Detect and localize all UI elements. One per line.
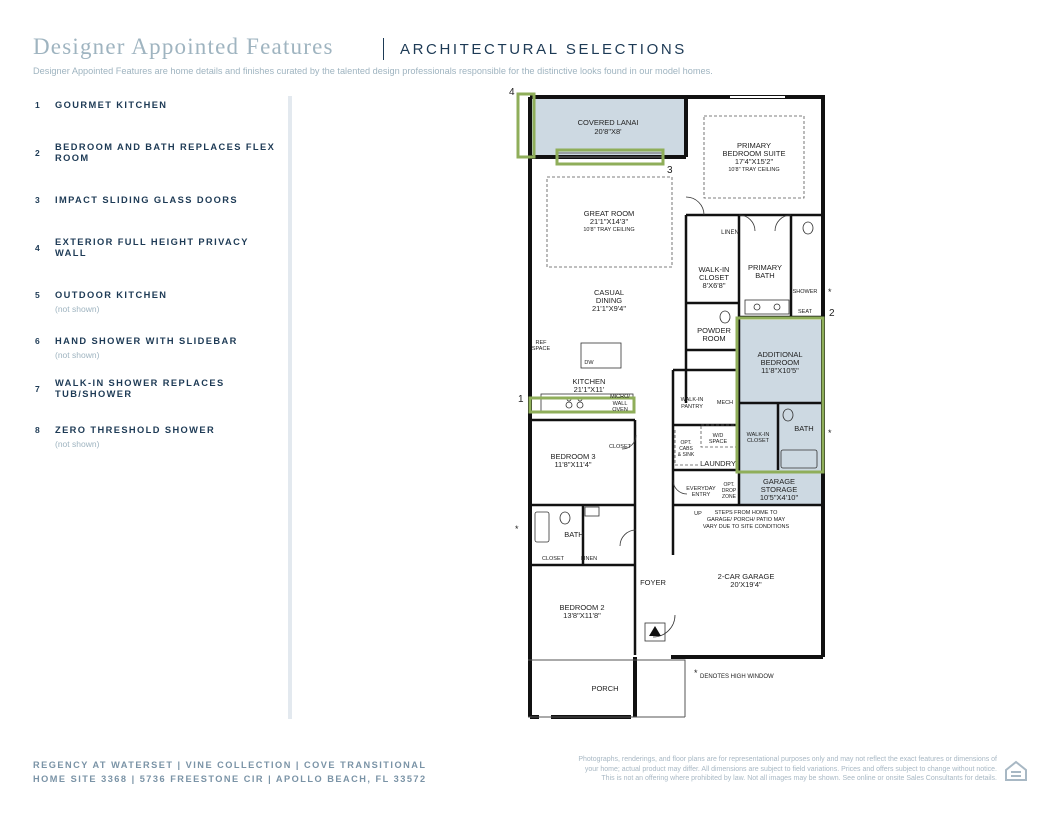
powder-label-1: POWDER — [697, 326, 731, 335]
walkin-dim: 8'X6'8" — [702, 281, 726, 290]
pbath-label-2: BATH — [755, 271, 775, 280]
feature-note: (not shown) — [55, 304, 100, 314]
feature-number: 6 — [35, 336, 40, 346]
disclaimer-line-1: Photographs, renderings, and floor plans are for representational purposes only and may not reflect the exact features or dimensions of — [578, 756, 997, 763]
shower-label: SHOWER — [792, 289, 818, 295]
micro-label: MICRO/ — [610, 394, 630, 400]
addl-bath-label: BATH — [794, 424, 814, 433]
feature-item-3 — [35, 195, 280, 206]
linen2-label: LINEN — [580, 556, 598, 562]
porch-label: PORCH — [591, 684, 619, 693]
feature-note: (not shown) — [55, 439, 100, 449]
drop-label-2: DROP — [721, 488, 737, 494]
everyday-label-2: ENTRY — [691, 492, 711, 498]
opt-cabs-3: & SINK — [677, 452, 695, 458]
everyday-label-1: EVERYDAY — [686, 486, 716, 492]
wd-label-2: SPACE — [708, 439, 728, 445]
feature-number: 2 — [35, 148, 40, 158]
casual-label-1: CASUAL — [593, 288, 625, 297]
high-window-marker: * — [694, 668, 698, 678]
high-window-marker: * — [828, 287, 832, 297]
bath2-label: BATH — [564, 530, 584, 539]
footer-community: REGENCY AT WATERSET | VINE COLLECTION | COVE TRANSITIONAL — [33, 760, 427, 770]
feature-item-5 — [35, 290, 280, 314]
callout-3: 3 — [667, 165, 673, 176]
garage-dim: 20'X19'4" — [730, 580, 762, 589]
column-divider — [288, 96, 292, 719]
feature-title: BEDROOM AND BATH REPLACES FLEX ROOM — [55, 142, 276, 163]
bedroom3-dim: 11'8"X11'4" — [554, 460, 592, 469]
feature-title: WALK-IN SHOWER REPLACES TUB/SHOWER — [55, 378, 225, 399]
feature-number: 8 — [35, 425, 40, 435]
callout-4: 4 — [509, 87, 515, 98]
feature-title: HAND SHOWER WITH SLIDEBAR — [55, 336, 238, 346]
feature-item-4 — [35, 237, 280, 259]
seat-label: SEAT — [798, 309, 812, 315]
pantry-label-2: PANTRY — [681, 404, 703, 410]
primary-dim: 17'4"X15'2" — [734, 157, 774, 166]
drop-label-1: OPT. — [723, 482, 735, 488]
addl-label-1: ADDITIONAL — [757, 350, 803, 359]
primary-label-2: BEDROOM SUITE — [722, 149, 786, 158]
feature-number: 5 — [35, 290, 40, 300]
oven-label: OVEN — [612, 407, 628, 413]
wd-label-1: W/D — [712, 433, 724, 439]
drop-label-3: ZONE — [722, 494, 736, 500]
feature-title: EXTERIOR FULL HEIGHT PRIVACY WALL — [55, 237, 249, 258]
bedroom2-label: BEDROOM 2 — [559, 603, 605, 612]
feature-number: 7 — [35, 384, 40, 394]
kitchen-dim: 21'1"X11' — [573, 385, 605, 394]
powder-label-2: ROOM — [702, 334, 726, 343]
walkin-label-2: CLOSET — [698, 273, 730, 282]
garage-storage-label-1: GARAGE — [762, 477, 796, 486]
feature-title: IMPACT SLIDING GLASS DOORS — [55, 195, 238, 205]
great-room-label: GREAT ROOM — [583, 209, 635, 218]
pantry-label-1: WALK-IN — [680, 397, 704, 403]
high-window-marker: * — [828, 428, 832, 438]
great-room-ceiling: 10'8" TRAY CEILING — [583, 227, 635, 233]
bedroom2-dim: 13'8"X11'8" — [563, 611, 601, 620]
pbath-label-1: PRIMARY — [747, 263, 783, 272]
primary-ceiling: 10'8" TRAY CEILING — [728, 167, 780, 173]
feature-item-7 — [35, 378, 280, 400]
addl-dim: 11'8"X10'5" — [761, 366, 799, 375]
lanai-dim: 20'8"X8' — [594, 127, 622, 136]
feature-item-8 — [35, 425, 280, 449]
feature-note: (not shown) — [55, 350, 100, 360]
feature-title: OUTDOOR KITCHEN — [55, 290, 168, 300]
callout-2: 2 — [829, 308, 835, 319]
opt-cabs-2: CABS — [679, 446, 693, 452]
mech-label: MECH — [716, 400, 734, 406]
foyer-label: FOYER — [640, 578, 666, 587]
equal-housing-icon — [1003, 758, 1029, 784]
closet-label: CLOSET — [608, 444, 632, 450]
ref-label-2: SPACE — [531, 346, 551, 352]
dw-label: DW — [584, 360, 594, 366]
garage-label: 2-CAR GARAGE — [717, 572, 775, 581]
garage-storage-dim: 10'5"X4'10" — [759, 493, 799, 502]
footer-disclaimer — [517, 755, 997, 784]
primary-label-1: PRIMARY — [736, 141, 772, 150]
walkin2-label-1: WALK-IN — [746, 432, 770, 438]
feature-number: 1 — [35, 100, 40, 110]
opt-cabs-1: OPT. — [680, 440, 692, 446]
footer-address: HOME SITE 3368 | 5736 FREESTONE CIR | APOLLO BEACH, FL 33572 — [33, 774, 427, 784]
floor-plan — [505, 85, 845, 725]
feature-title: GOURMET KITCHEN — [55, 100, 168, 110]
garage-storage-label-2: STORAGE — [760, 485, 798, 494]
closet2-label: CLOSET — [541, 556, 565, 562]
feature-item-1 — [35, 100, 280, 111]
casual-dim: 21'1"X9'4" — [591, 304, 627, 313]
feature-item-6 — [35, 336, 280, 360]
lanai-label: COVERED LANAI — [577, 118, 639, 127]
page-title: Designer Appointed Features — [33, 34, 334, 59]
up-label: UP — [694, 511, 702, 517]
feature-title: ZERO THRESHOLD SHOWER — [55, 425, 216, 435]
walkin-label-1: WALK-IN — [698, 265, 730, 274]
laundry-label: LAUNDRY — [700, 459, 736, 468]
page-subtitle: ARCHITECTURAL SELECTIONS — [400, 41, 687, 58]
casual-label-2: DINING — [595, 296, 623, 305]
disclaimer-line-3: This is not an offering where prohibited by law. Not all images may be shown. See online or onsite Sales Consultants for details. — [601, 775, 997, 782]
wall-label: WALL — [612, 401, 628, 407]
high-window-marker: * — [515, 524, 519, 534]
feature-number: 3 — [35, 195, 40, 205]
great-room-dim: 21'1"X14'3" — [589, 217, 629, 226]
walkin2-label-2: CLOSET — [746, 438, 770, 444]
kitchen-label: KITCHEN — [572, 377, 606, 386]
addl-bedroom-shade — [739, 320, 821, 470]
disclaimer-line-2: your home; actual product may differ. All dimensions are subject to field variations. Prices and offers subject to change without notice. — [584, 765, 997, 773]
steps-note-1: STEPS FROM HOME TO — [714, 510, 778, 516]
steps-note-2: GARAGE/ PORCH/ PATIO MAY — [706, 517, 786, 523]
entry-arrow-icon — [645, 623, 665, 641]
ref-label-1: REF — [535, 340, 547, 346]
addl-label-2: BEDROOM — [760, 358, 800, 367]
feature-item-2 — [35, 142, 280, 164]
steps-note-3: VARY DUE TO SITE CONDITIONS — [702, 524, 790, 530]
linen-label: LINEN — [721, 230, 739, 236]
callout-1: 1 — [518, 394, 524, 405]
page-description: Designer Appointed Features are home details and finishes curated by the talented design professionals responsible for the distinctive looks found in our model homes. — [33, 66, 713, 76]
feature-number: 4 — [35, 243, 40, 253]
bedroom3-label: BEDROOM 3 — [550, 452, 596, 461]
title-divider — [383, 38, 384, 60]
high-window-legend: DENOTES HIGH WINDOW — [700, 674, 774, 680]
